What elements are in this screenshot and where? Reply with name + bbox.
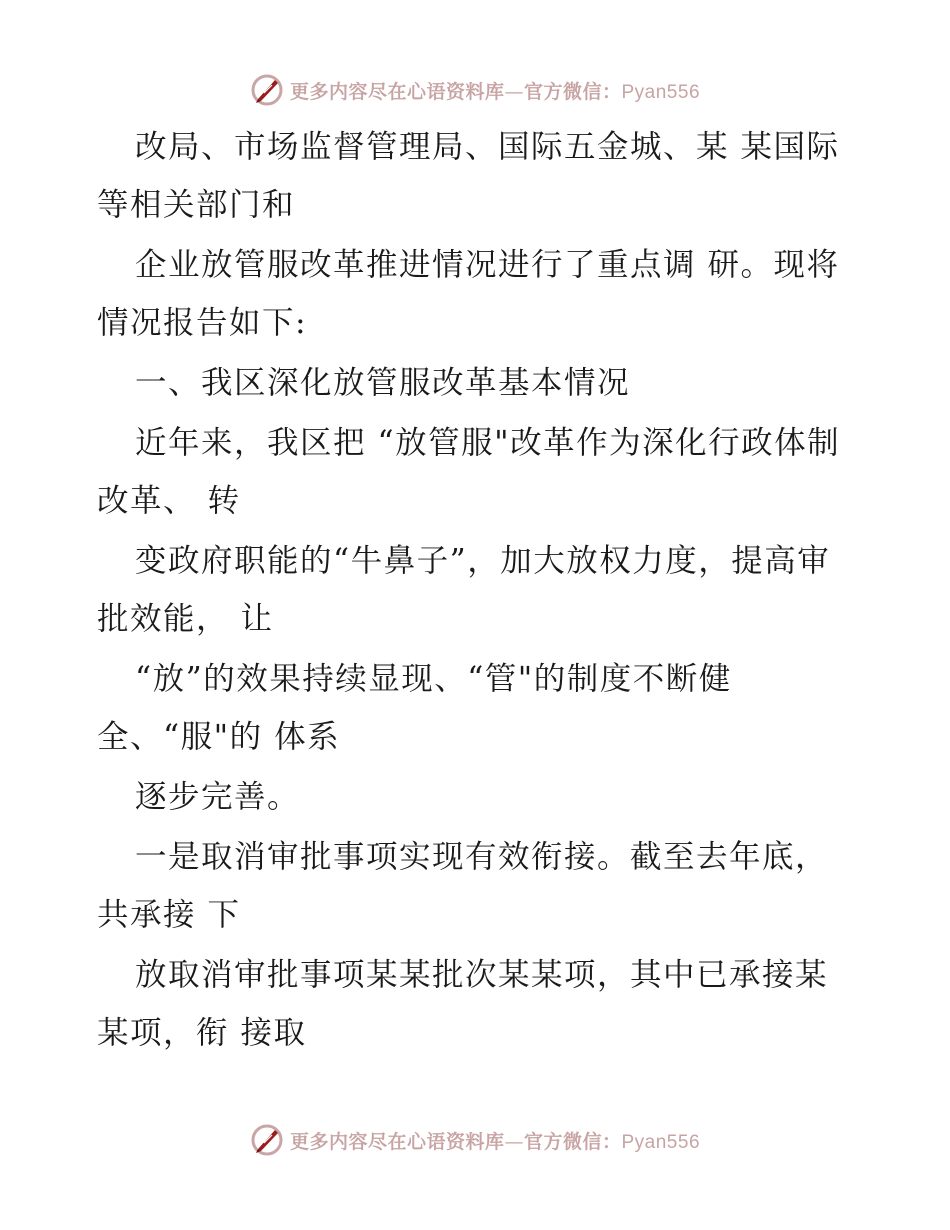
paragraph: 放取消审批事项某某批次某某项，其中已承接某某项，衔 接取 xyxy=(97,957,829,1051)
quill-logo-icon xyxy=(250,1123,284,1157)
paragraph: 改局、市场监督管理局、国际五金城、某 某国际等相关部门和 xyxy=(97,129,840,223)
header-watermark xyxy=(0,70,950,110)
watermark-text: 更多内容尽在心语资料库—官方微信：Pyan556 xyxy=(289,80,701,103)
paragraph: 近年来，我区把 “放管服"改革作为深化行政体制改革、 转 xyxy=(97,425,841,519)
paragraph: 变政府职能的“牛鼻子”，加大放权力度，提高审批效能， 让 xyxy=(97,543,831,637)
footer-watermark xyxy=(0,1120,950,1160)
paragraph: 企业放管服改革推进情况进行了重点调 研。现将情况报告如下: xyxy=(97,247,840,341)
quill-logo-icon xyxy=(250,73,284,107)
paragraph: “放”的效果持续显现、“管"的制度不断健全、“服"的 体系 xyxy=(97,661,732,755)
document-body xyxy=(97,118,857,1064)
paragraph: 一是取消审批事项实现有效衔接。截至去年底，共承接 下 xyxy=(97,839,829,933)
watermark-text: 更多内容尽在心语资料库—官方微信：Pyan556 xyxy=(289,1130,701,1153)
section-heading: 一、我区深化放管服改革基本情况 xyxy=(135,365,631,401)
paragraph: 逐步完善。 xyxy=(135,779,301,815)
